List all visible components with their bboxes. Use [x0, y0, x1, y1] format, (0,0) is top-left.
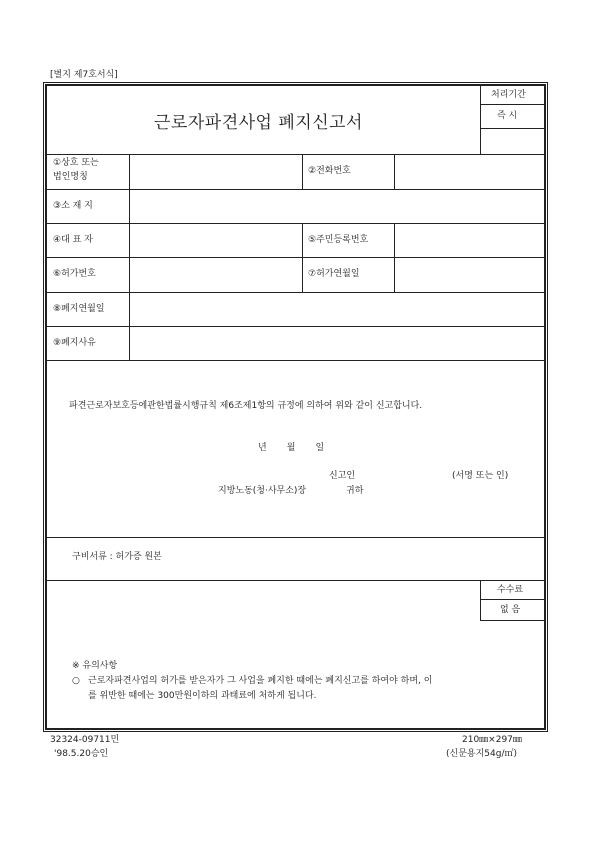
footer-paper-type: (신문용지54g/㎡)	[446, 749, 517, 759]
grid-label-column-divider	[129, 154, 130, 360]
footer-paper-size: 210㎜×297㎜	[462, 735, 522, 745]
grid-line-row7-top	[46, 360, 545, 361]
processing-value-line	[480, 128, 545, 129]
footer-approval-date: '98.5.20승인	[54, 749, 109, 759]
closure-date-label: ⑧폐지연월일	[53, 304, 105, 314]
processing-period-value: 즉 시	[497, 111, 518, 121]
grid-line-row2-top	[46, 189, 545, 190]
grid-line-attachments-bottom	[46, 580, 545, 581]
processing-box-divider	[480, 86, 481, 154]
grid-mid-divider-row3-4	[302, 223, 303, 292]
permit-date-field[interactable]	[396, 259, 544, 291]
business-name-label: ①상호 또는	[53, 158, 99, 168]
grid-line-row1-top	[46, 154, 545, 155]
permit-number-field[interactable]	[131, 259, 301, 291]
phone-field[interactable]	[396, 156, 544, 188]
permit-date-label: ⑦허가연월일	[308, 269, 360, 279]
footer-form-number: 32324-09711민	[50, 735, 120, 745]
closure-reason-field[interactable]	[131, 328, 544, 359]
notes-bullet: ○	[72, 676, 80, 686]
honorific-label: 귀하	[346, 486, 364, 496]
signature-label: (서명 또는 인)	[452, 471, 509, 481]
resident-number-field[interactable]	[396, 225, 544, 256]
grid-mid-value-divider-row3-4	[394, 223, 395, 292]
grid-line-row6-top	[46, 326, 545, 327]
closure-date-field[interactable]	[131, 294, 544, 325]
form-title: 근로자파견사업 폐지신고서	[154, 113, 363, 133]
representative-label: ④대 표 자	[53, 235, 93, 245]
phone-label: ②전화번호	[308, 166, 351, 176]
grid-line-declaration-bottom	[46, 537, 545, 538]
notes-heading: ※ 유의사항	[72, 661, 118, 671]
business-name-field[interactable]	[131, 156, 301, 188]
address-label: ③소 재 지	[53, 201, 93, 211]
recipient-label: 지방노동(청·사무소)장	[218, 486, 307, 496]
reporter-label: 신고인	[329, 471, 356, 481]
processing-header-line	[480, 104, 545, 105]
closure-reason-label: ⑨폐지사유	[53, 338, 96, 348]
grid-line-row5-top	[46, 292, 545, 293]
declaration-statement: 파견근로자보호등에관한법률시행규칙 제6조제1항의 규정에 의하여 위와 같이 신고합니다.	[69, 401, 423, 411]
fee-value: 없 음	[500, 605, 521, 615]
notes-line1: 근로자파견사업의 허가를 받은자가 그 사업을 폐지한 때에는 폐지신고를 하여야 하며, 이	[88, 676, 433, 686]
fee-box-mid-line	[480, 599, 545, 600]
grid-line-row3-top	[46, 223, 545, 224]
fee-box-divider	[480, 580, 481, 620]
fee-label: 수수료	[497, 585, 524, 595]
address-field[interactable]	[131, 191, 544, 222]
form-reference: [별지 제7호서식]	[50, 70, 118, 80]
processing-period-label: 처리기간	[491, 90, 526, 100]
declaration-date-line: 년 월 일	[258, 443, 325, 453]
attachments-label: 구비서류 : 허가증 원본	[72, 552, 162, 562]
resident-number-label: ⑤주민등록번호	[308, 235, 369, 245]
representative-field[interactable]	[131, 225, 301, 256]
permit-number-label: ⑥허가번호	[53, 269, 96, 279]
grid-mid-divider-row1	[302, 154, 303, 189]
grid-line-row4-top	[46, 257, 545, 258]
fee-box-bottom-line	[480, 620, 545, 621]
notes-line2: 를 위반한 때에는 300만원이하의 과태료에 처하게 됩니다.	[88, 691, 317, 701]
grid-mid-value-divider-row1	[394, 154, 395, 189]
business-name-label-line2: 법인명칭	[53, 172, 88, 182]
